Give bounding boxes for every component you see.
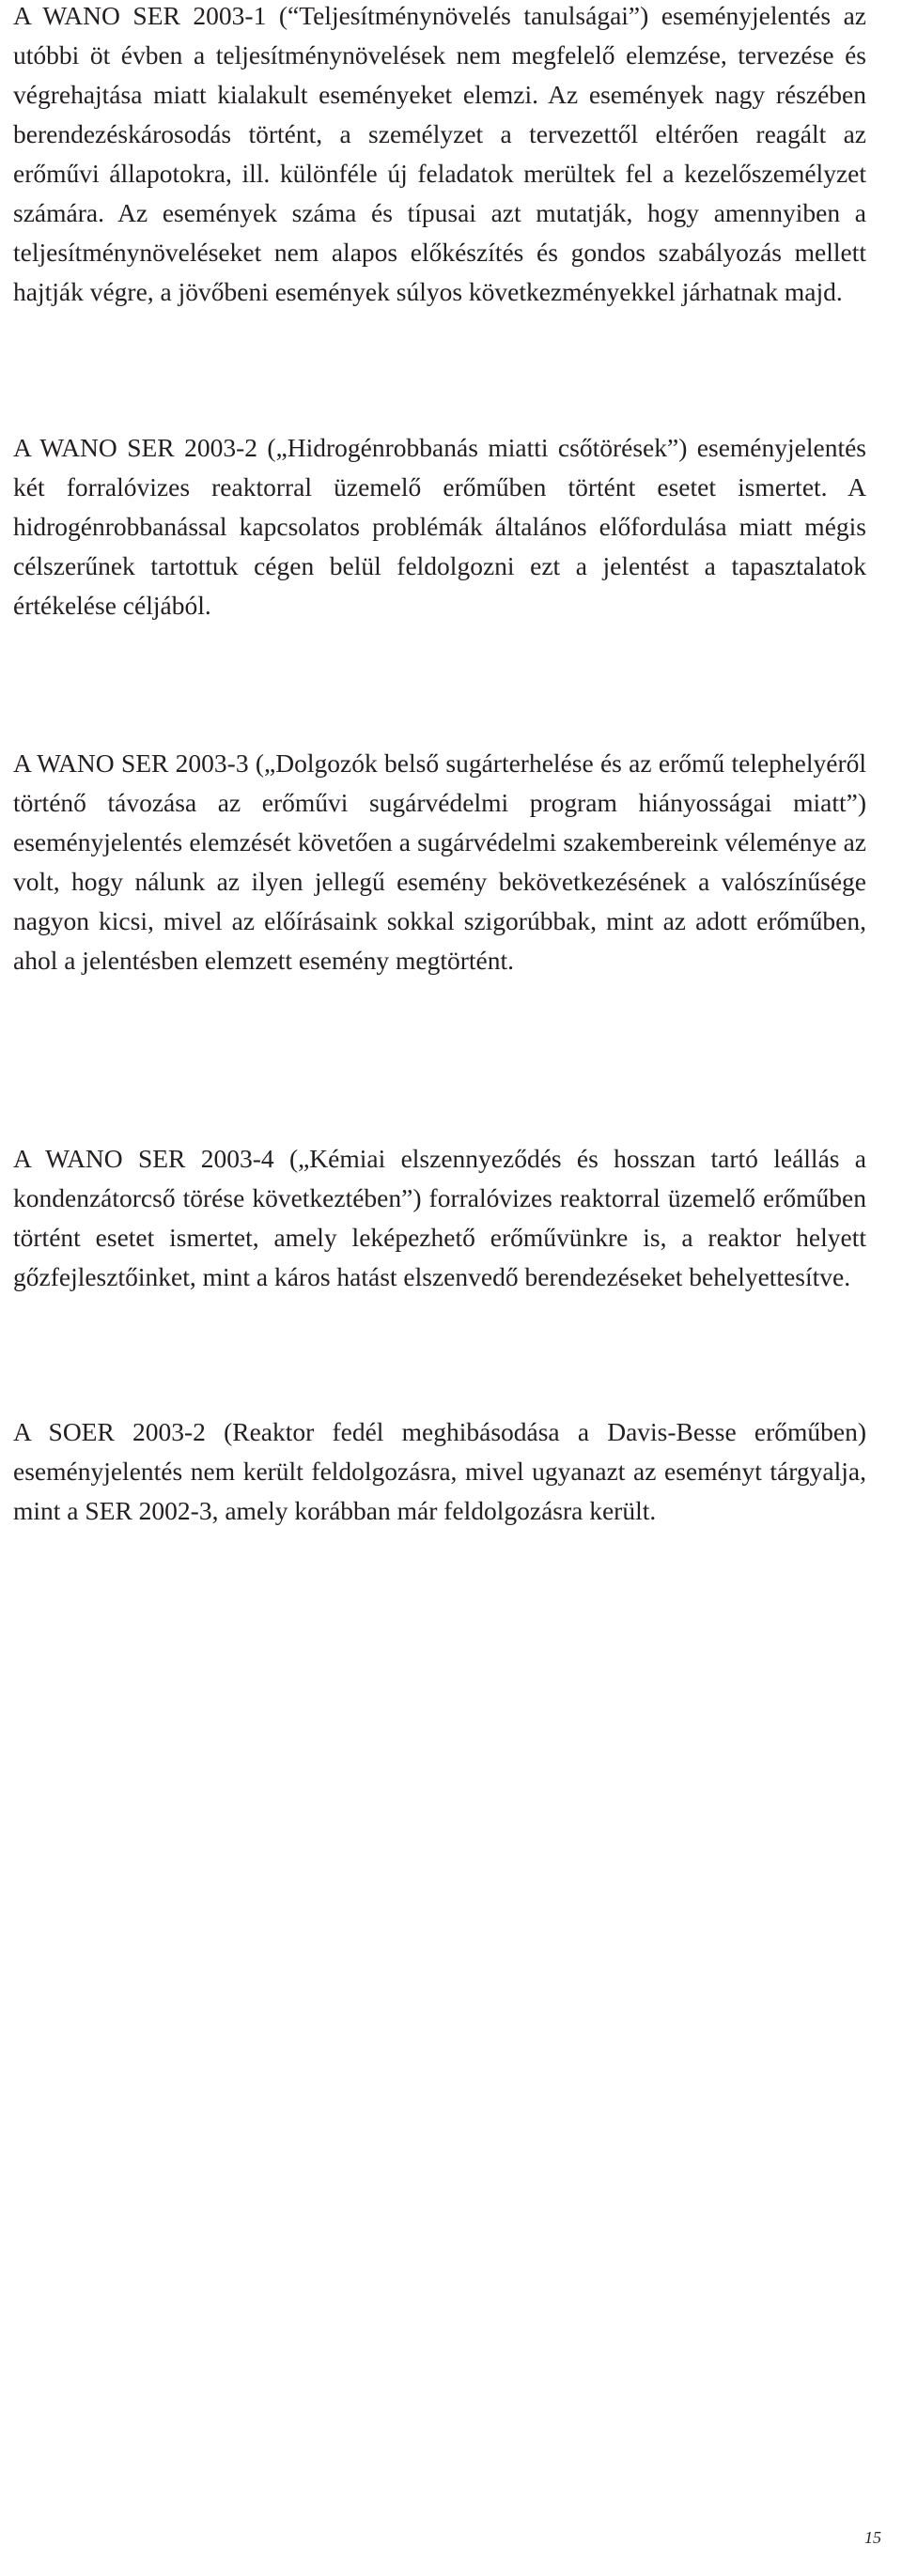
paragraph-ser-2003-2: A WANO SER 2003-2 („Hidrogénrobbanás miatti csőtörések”) eseményjelentés két forralóvizes reaktorral üzemelő erőműben történt esetet ismertet. A hidrogénrobbanással kapcsolatos problémák általános előfordulása miatt mégis célszerűnek tartottuk cégen belül feldolgozni ezt a jelentést a tapasztalatok értékelése céljából.	[13, 433, 866, 620]
paragraph-ser-2003-1: A WANO SER 2003-1 (“Teljesítménynövelés tanulságai”) eseményjelentés az utóbbi öt évben a teljesítménynövelések nem megfelelő elemzése, tervezése és végrehajtása miatt kialakult eseményeket elemzi. Az események nagy részében berendezéskárosodás történt, a személyzet a tervezettől eltérően reagált az erőművi állapotokra, ill. különféle új feladatok merültek fel a kezelőszemélyzet számára. Az események száma és típusai azt mutatják, hogy amennyiben a teljesítménynöveléseket nem alapos előkészítés és gondos szabályozás mellett hajtják végre, a jövőbeni események súlyos következményekkel járhatnak majd.	[13, 1, 866, 306]
page-number: 15	[864, 2528, 881, 2547]
paragraph-ser-2003-4: A WANO SER 2003-4 („Kémiai elszennyeződés és hosszan tartó leállás a kondenzátorcső törése következtében”) forralóvizes reaktorral üzemelő erőműben történt esetet ismertet, amely leképezhető erőművünkre is, a reaktor helyett gőzfejlesztőinket, mint a káros hatást elszenvedő berendezéseket behelyettesítve.	[13, 1144, 866, 1291]
paragraph-ser-2003-3: A WANO SER 2003-3 („Dolgozók belső sugárterhelése és az erőmű telephelyéről történő távozása az erőművi sugárvédelmi program hiányosságai miatt”) eseményjelentés elemzését követően a sugárvédelmi szakembereink véleménye az volt, hogy nálunk az ilyen jellegű esemény bekövetkezésének a valószínűsége nagyon kicsi, mivel az előírásaink sokkal szigorúbbak, mint az adott erőműben, ahol a jelentésben elemzett esemény megtörtént.	[13, 748, 866, 975]
document-page	[13, 0, 889, 2576]
paragraph-soer-2003-2: A SOER 2003-2 (Reaktor fedél meghibásodása a Davis-Besse erőműben) eseményjelentés nem került feldolgozásra, mivel ugyanazt az eseményt tárgyalja, mint a SER 2002-3, amely korábban már feldolgozásra került.	[13, 1417, 866, 1525]
